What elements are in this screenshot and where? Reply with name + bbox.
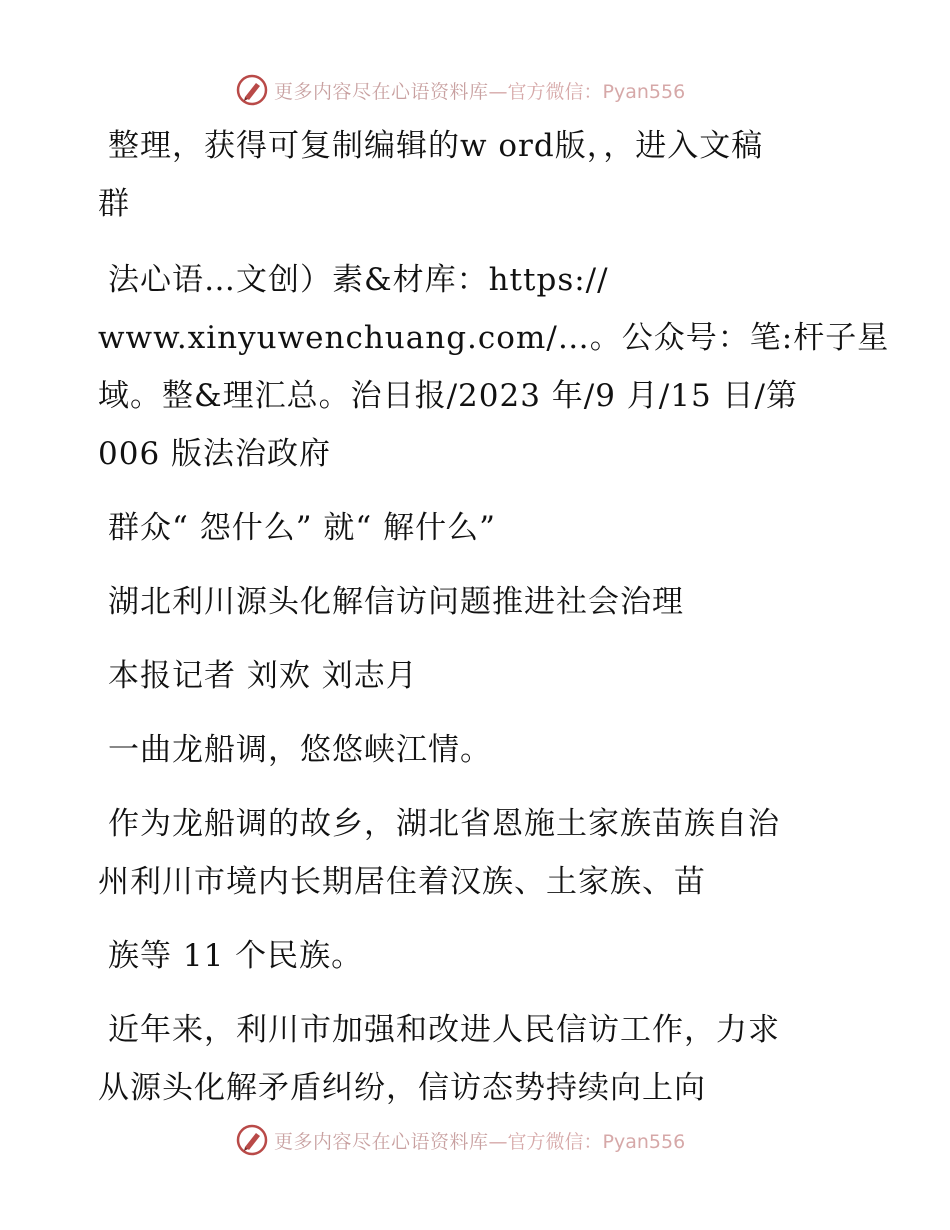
watermark-text: 更多内容尽在心语资料库 [274, 1130, 489, 1153]
doc-line-9: 本报记者 刘欢 刘志月 [108, 658, 418, 694]
logo-pen-icon [236, 1124, 268, 1156]
doc-line-12: 州利川市境内长期居住着汉族、土家族、苗 [98, 864, 706, 900]
watermark-text: 更多内容尽在心语资料库 [274, 80, 489, 103]
doc-line-4: www.xinyuwenchuang.com/…。公众号：笔:杆子星 [98, 320, 890, 356]
watermark-banner-bottom [236, 1122, 756, 1158]
watermark-banner-top [236, 72, 756, 108]
doc-line-2: 群 [98, 186, 130, 222]
doc-line-7: 群众“ 怨什么” 就“ 解什么” [108, 510, 496, 546]
doc-line-8: 湖北利川源头化解信访问题推进社会治理 [108, 584, 684, 620]
doc-line-5: 域。整&理汇总。治日报/2023 年/9 月/15 日/第 [98, 378, 798, 414]
doc-line-1: 整理，获得可复制编辑的w ord版，，进入文稿 [108, 128, 764, 164]
doc-line-6: 006 版法治政府 [98, 436, 332, 472]
doc-line-11: 作为龙船调的故乡，湖北省恩施土家族苗族自治 [108, 806, 780, 842]
doc-line-3: 法心语…文创）素&材库：https:// [108, 262, 609, 298]
watermark-wechat: —官方微信：Pyan556 [488, 80, 686, 103]
doc-line-15: 从源头化解矛盾纠纷，信访态势持续向上向 [98, 1070, 706, 1106]
doc-line-14: 近年来，利川市加强和改进人民信访工作，力求 [108, 1012, 780, 1048]
doc-line-13: 族等 11 个民族。 [108, 938, 364, 974]
doc-line-10: 一曲龙船调，悠悠峡江情。 [108, 732, 492, 768]
watermark-wechat: —官方微信：Pyan556 [488, 1130, 686, 1153]
logo-pen-icon [236, 74, 268, 106]
